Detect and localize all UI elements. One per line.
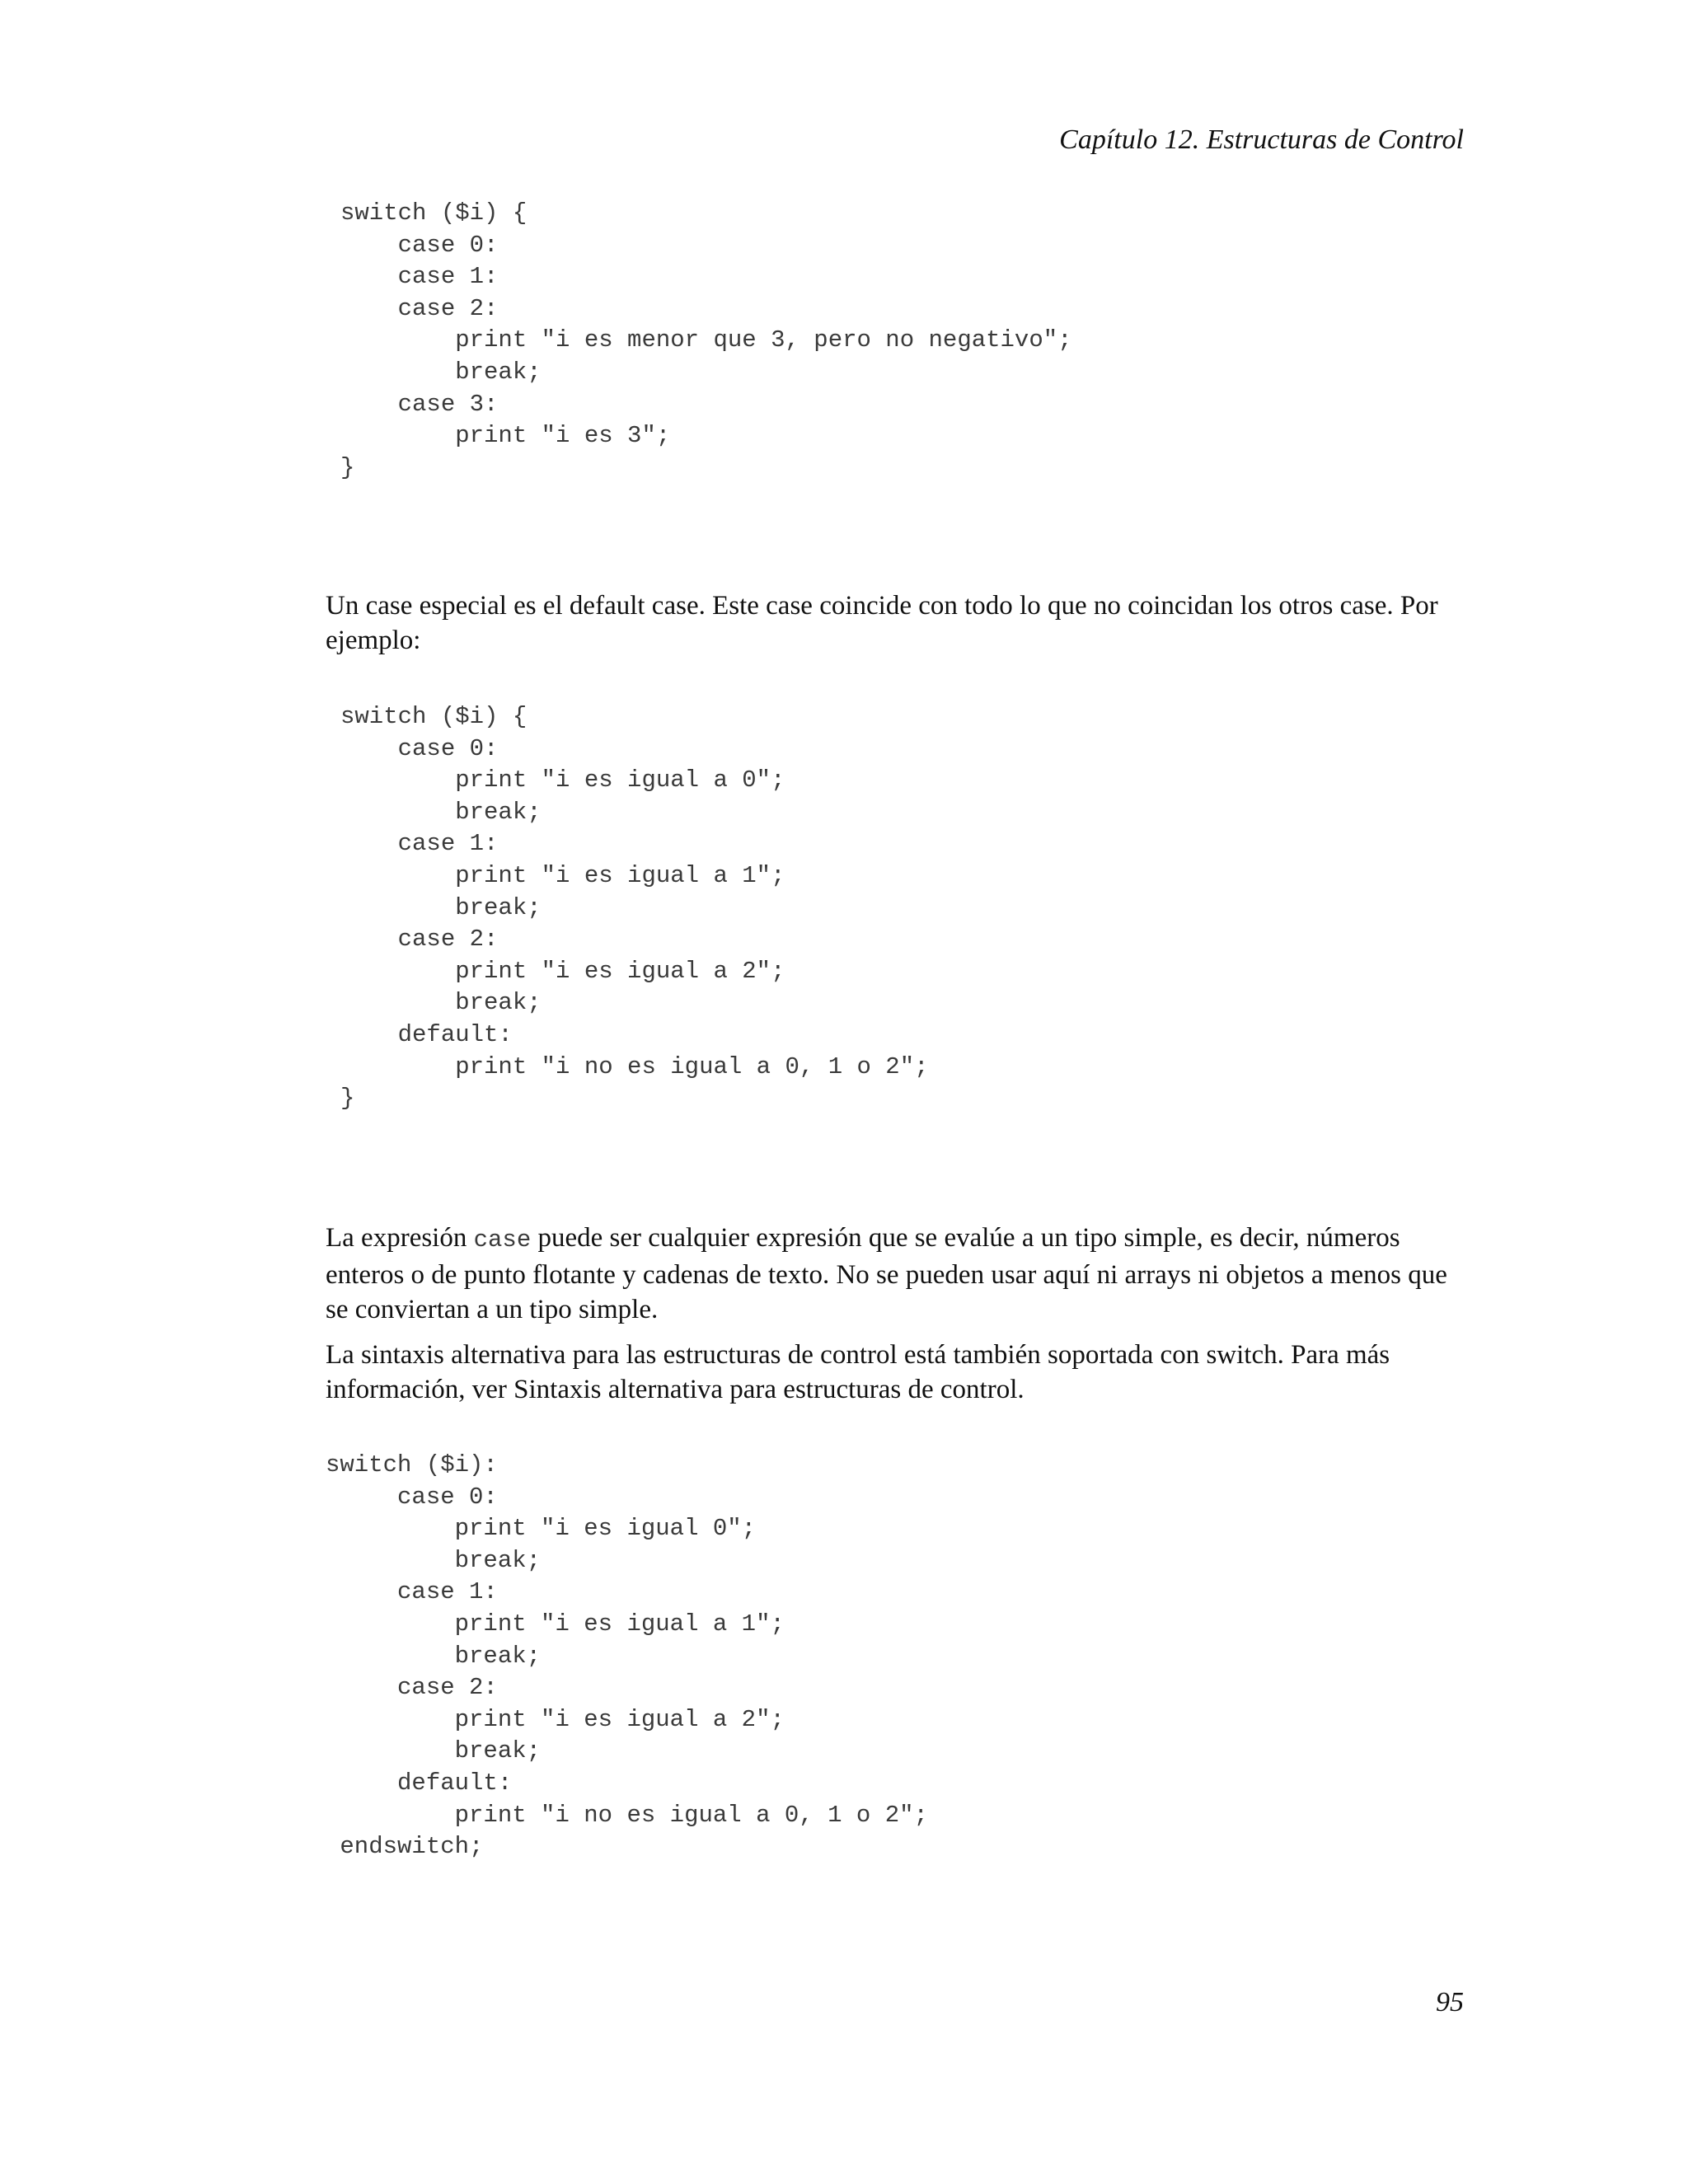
code-line: case 2: — [340, 294, 499, 322]
code-line: default: — [340, 1020, 513, 1048]
code-line: switch ($i) { — [340, 703, 528, 730]
code-line: } — [340, 453, 355, 481]
code-block-switch-basic — [340, 198, 1072, 484]
code-line: print "i es igual a 2"; — [340, 957, 785, 985]
code-line: case 1: — [340, 263, 499, 291]
code-line: case 0: — [340, 734, 499, 762]
code-line: break; — [326, 1546, 542, 1574]
code-line: break; — [340, 893, 542, 921]
code-line: case 0: — [340, 231, 499, 259]
code-line: switch ($i): — [326, 1451, 498, 1479]
code-line: print "i no es igual a 0, 1 o 2"; — [326, 1801, 928, 1829]
paragraph-text: La expresión — [326, 1223, 474, 1253]
code-line: break; — [340, 798, 542, 826]
paragraph-case-expression — [326, 1221, 1471, 1327]
inline-code-case: case — [473, 1226, 532, 1254]
paragraph-text: puede ser cualquier expresión que se evalúe a un tipo simple, es decir, números enteros o de punto flotante y cadenas de texto. No se pueden usar aquí ni arrays ni objetos a menos que se conviertan a un tipo simple. — [326, 1223, 1447, 1324]
code-line: print "i es igual a 0"; — [340, 766, 785, 794]
code-line: print "i es igual a 1"; — [326, 1610, 785, 1638]
code-line: endswitch; — [326, 1833, 484, 1861]
code-line: default: — [326, 1769, 513, 1797]
code-line: print "i es menor que 3, pero no negativo"; — [340, 326, 1072, 354]
code-line: break; — [340, 358, 542, 386]
running-head-title: Capítulo 12. Estructuras de Control — [1059, 124, 1464, 155]
code-line: case 2: — [326, 1674, 498, 1702]
code-line: } — [340, 1085, 355, 1113]
code-line: break; — [326, 1737, 542, 1765]
code-block-switch-default — [340, 701, 929, 1115]
code-line: switch ($i) { — [340, 199, 528, 227]
paragraph-alternative-syntax: La sintaxis alternativa para las estructuras de control está también soportada con switch. Para más información, ver Sintaxis alternativa para estructuras de control. — [326, 1340, 1390, 1404]
page-number: 95 — [1436, 1987, 1464, 2018]
code-line: case 3: — [340, 390, 499, 418]
paragraph-default-case: Un case especial es el default case. Este case coincide con todo lo que no coincidan los otros case. Por ejemplo: — [326, 591, 1438, 655]
code-line: print "i es 3"; — [340, 422, 671, 450]
code-line: case 2: — [340, 926, 499, 954]
code-line: break; — [340, 989, 542, 1017]
code-block-switch-alternative — [326, 1450, 928, 1863]
code-line: break; — [326, 1642, 542, 1670]
code-line: case 0: — [326, 1483, 498, 1511]
code-line: case 1: — [326, 1578, 498, 1606]
code-line: print "i es igual 0"; — [326, 1515, 757, 1543]
code-line: print "i es igual a 1"; — [340, 861, 785, 889]
code-line: print "i no es igual a 0, 1 o 2"; — [340, 1052, 929, 1080]
code-line: case 1: — [340, 830, 499, 858]
code-line: print "i es igual a 2"; — [326, 1705, 785, 1733]
